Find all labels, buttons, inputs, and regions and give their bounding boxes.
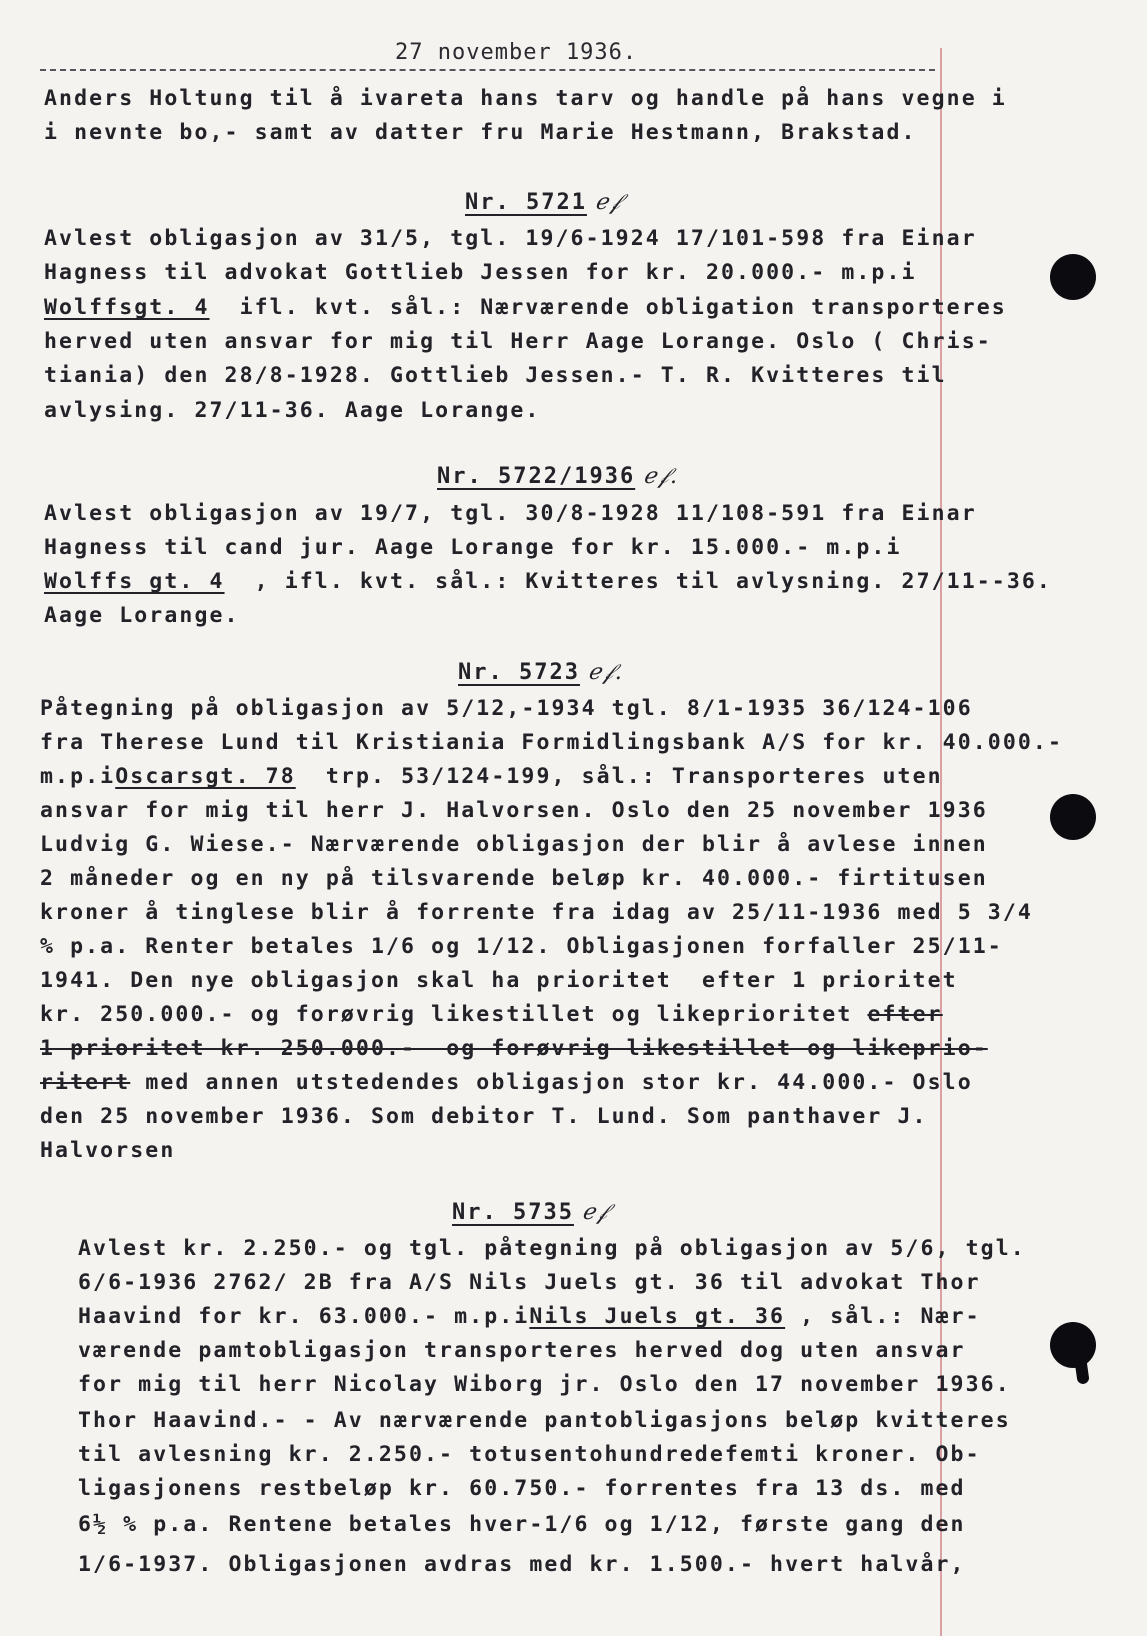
intro-line: i nevnte bo,- samt av datter fru Marie Hestmann, Brakstad. [44,120,917,145]
entry-line: avlysing. 27/11-36. Aage Lorange. [44,398,541,423]
entry-line: Påtegning på obligasjon av 5/12,-1934 tgl. 8/1-1935 36/124-106 [40,696,973,721]
property-address: Wolffsgt. 4 [44,295,210,320]
entry-line: kr. 250.000.- og forøvrig likestillet og likeprioritet efter [40,1002,943,1027]
entry-line: Ludvig G. Wiese.- Nærværende obligasjon der blir å avlese innen [40,832,988,857]
struck-text: efter [867,1002,943,1027]
entry-number: Nr. 5722/1936 ℯ𝒻. [437,464,680,489]
entry-line: værende pamtobligasjon transporteres herved dog uten ansvar [78,1338,966,1363]
struck-text: ritert [40,1070,131,1095]
entry-line: 2 måneder og en ny på tilsvarende beløp kr. 40.000.- firtitusen [40,866,988,891]
entry-line: Halvorsen [40,1138,176,1163]
entry-line: fra Therese Lund til Kristiania Formidlingsbank A/S for kr. 40.000.- [40,730,1063,755]
struck-line: 1 prioritet kr. 250.000.- og forøvrig likestillet og likeprio- [40,1036,988,1061]
entry-number: Nr. 5723 ℯ𝒻. [458,660,624,685]
entry-line: ansvar for mig til herr J. Halvorsen. Oslo den 25 november 1936 [40,798,988,823]
entry-line: 1/6-1937. Obligasjonen avdras med kr. 1.500.- hvert halvår, [78,1552,966,1577]
initials-mark: ℯ𝒻 [594,190,622,215]
entry-line: herved uten ansvar for mig til Herr Aage Lorange. Oslo ( Chris- [44,329,992,354]
property-address: Nils Juels gt. 36 [529,1304,786,1329]
header-rule [40,69,935,71]
entry-line: m.p.iOscarsgt. 78 trp. 53/124-199, sål.: Transporteres uten [40,764,943,789]
entry-line: Wolffs gt. 4 , ifl. kvt. sål.: Kvitteres til avlysning. 27/11--36. [44,569,1052,594]
punch-hole-1 [1050,254,1096,300]
entry-line: kroner å tinglese blir å forrente fra idag av 25/11-1936 med 5 3/4 [40,900,1033,925]
entry-line: ritert med annen utstedendes obligasjon stor kr. 44.000.- Oslo [40,1070,973,1095]
page-date-header: 27 november 1936. [395,40,638,65]
entry-line: ligasjonens restbeløp kr. 60.750.- forrentes fra 13 ds. med [78,1476,966,1501]
entry-line: 6/6-1936 2762/ 2B fra A/S Nils Juels gt. 36 til advokat Thor [78,1270,981,1295]
punch-hole-2 [1050,794,1096,840]
entry-line: % p.a. Renter betales 1/6 og 1/12. Obligasjonen forfaller 25/11- [40,934,1003,959]
entry-line: Avlest obligasjon av 19/7, tgl. 30/8-1928 11/108-591 fra Einar [44,501,977,526]
entry-line: til avlesning kr. 2.250.- totusentohundredefemti kroner. Ob- [78,1442,981,1467]
entry-line: 6½ % p.a. Rentene betales hver-1/6 og 1/12, første gang den [78,1512,966,1537]
punch-hole-3 [1050,1322,1096,1368]
initials-mark: ℯ𝒻. [643,464,680,489]
entry-line: den 25 november 1936. Som debitor T. Lund. Som panthaver J. [40,1104,928,1129]
entry-line: 1941. Den nye obligasjon skal ha prioritet efter 1 prioritet [40,968,958,993]
entry-number: Nr. 5721 ℯ𝒻 [465,190,622,215]
entry-line: for mig til herr Nicolay Wiborg jr. Oslo den 17 november 1936. [78,1372,1011,1397]
entry-line: Avlest kr. 2.250.- og tgl. påtegning på obligasjon av 5/6, tgl. [78,1236,1026,1261]
entry-line: Hagness til advokat Gottlieb Jessen for kr. 20.000.- m.p.i [44,260,917,285]
entry-line: Thor Haavind.- - Av nærværende pantobligasjons beløp kvitteres [78,1408,1011,1433]
initials-mark: ℯ𝒻 [581,1200,609,1225]
intro-line: Anders Holtung til å ivareta hans tarv og handle på hans vegne i [44,86,1007,111]
entry-line: Hagness til cand jur. Aage Lorange for kr. 15.000.- m.p.i [44,535,902,560]
initials-mark: ℯ𝒻. [587,660,624,685]
property-address: Wolffs gt. 4 [44,569,225,594]
property-address: Oscarsgt. 78 [115,764,296,789]
entry-line: Aage Lorange. [44,603,240,628]
entry-line: Haavind for kr. 63.000.- m.p.iNils Juels gt. 36 , sål.: Nær- [78,1304,981,1329]
entry-line: Wolffsgt. 4 ifl. kvt. sål.: Nærværende obligation transporteres [44,295,1007,320]
entry-line: Avlest obligasjon av 31/5, tgl. 19/6-1924 17/101-598 fra Einar [44,226,977,251]
entry-line: tiania) den 28/8-1928. Gottlieb Jessen.- T. R. Kvitteres til [44,363,947,388]
entry-number: Nr. 5735 ℯ𝒻 [452,1200,609,1225]
